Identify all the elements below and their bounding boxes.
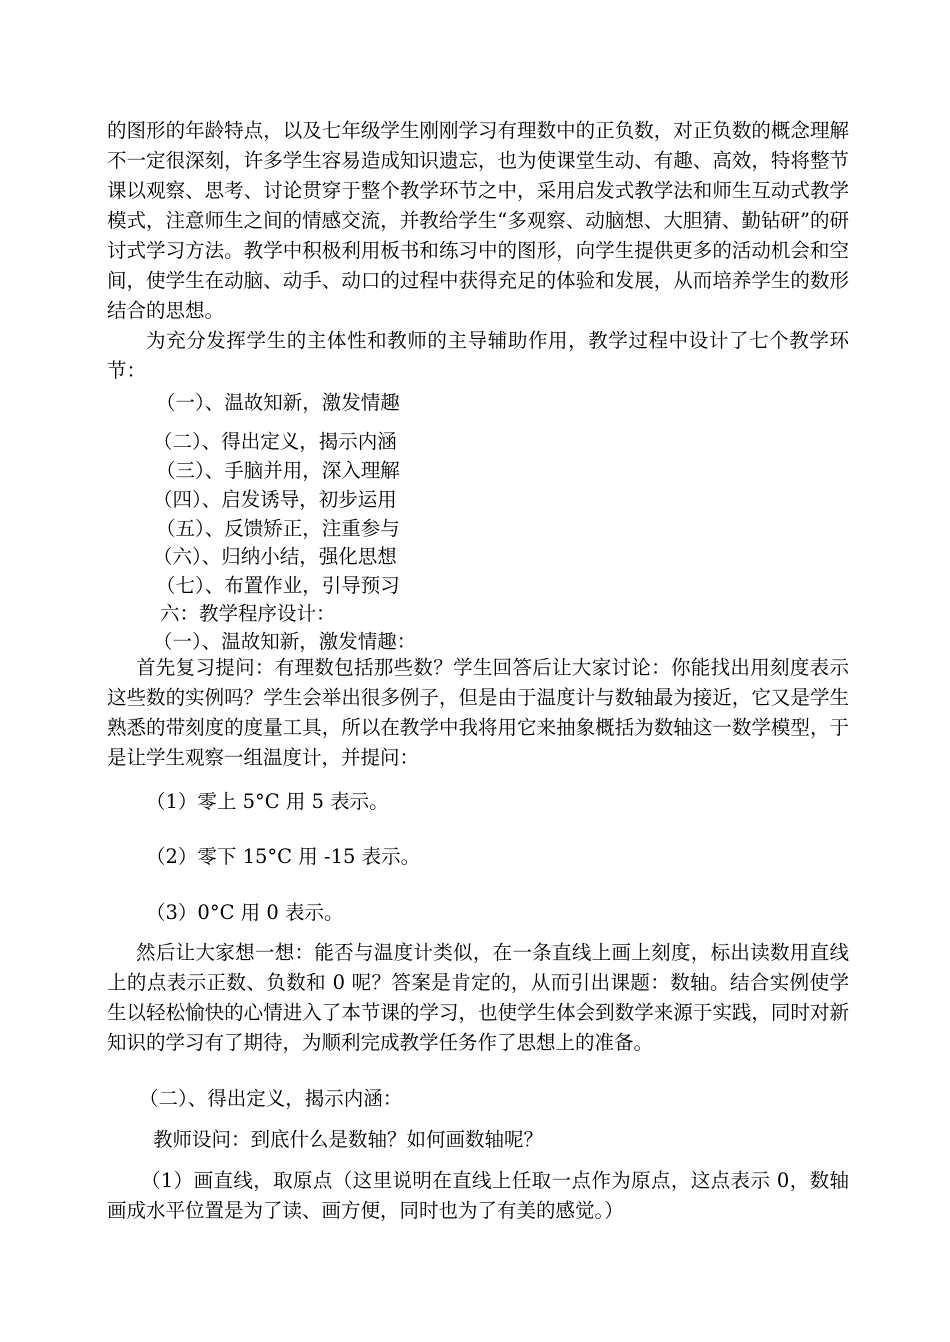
example-2: （2）零下 15°C 用 -15 表示。: [146, 845, 421, 868]
thinking-paragraph: 然后让大家想一想：能否与温度计类似，在一条直线上画上刻度，标出读数用直线上的点表示正数、负数和 0 呢？答案是肯定的，从而引出课题：数轴。结合实例使学生以轻松愉快的心情进入了本节课的学习，也使学生体会到数学来源于实践，同时对新知识的学习有了期待，为顺利完成教学任务作了思想上的准备。: [107, 941, 849, 1054]
seven-steps-intro: 为充分发挥学生的主体性和教师的主导辅助作用，教学过程中设计了七个教学环节：: [107, 329, 849, 382]
step-item-1: （一）、温故知新，激发情趣: [156, 391, 400, 414]
part1-heading: （一）、温故知新，激发情趣：: [153, 630, 417, 653]
step-item-4: （四）、启发诱导，初步运用: [153, 488, 397, 511]
step1-paragraph: （1）画直线，取原点（这里说明在直线上任取一点作为原点，这点表示 0，数轴画成水平位置是为了读、画方便，同时也为了有美的感觉。）: [107, 1169, 849, 1222]
step-item-7: （七）、布置作业，引导预习: [156, 574, 400, 597]
part2-heading: （二）、得出定义，揭示内涵：: [139, 1087, 403, 1110]
step-item-3: （三）、手脑并用，深入理解: [156, 459, 400, 482]
teacher-question: 教师设问：到底什么是数轴？如何画数轴呢？: [153, 1128, 544, 1151]
example-1: （1）零上 5°C 用 5 表示。: [146, 790, 389, 813]
intro-paragraph: 的图形的年龄特点，以及七年级学生刚刚学习有理数中的正负数，对正负数的概念理解不一定很深刻，许多学生容易造成知识遗忘，也为使课堂生动、有趣、高效，特将整节课以观察、思考、讨论贯穿于整个教学环节之中，采用启发式教学法和师生互动式教学模式，注意师生之间的情感交流，并教给学生“多观察、动脑想、大胆猜、勤钻研”的研讨式学习方法。教学中积极利用板书和练习中的图形，向学生提供更多的活动机会和空间，使学生在动脑、动手、动口的过程中获得充足的体验和发展，从而培养学生的数形结合的思想。: [107, 119, 849, 322]
part1-paragraph: 首先复习提问：有理数包括那些数？学生回答后让大家讨论：你能找出用刻度表示这些数的实例吗？学生会举出很多例子，但是由于温度计与数轴最为接近，它又是学生熟悉的带刻度的度量工具，所以在教学中我将用它来抽象概括为数轴这一数学模型，于是让学生观察一组温度计，并提问：: [107, 656, 849, 769]
example-3: （3）0°C 用 0 表示。: [146, 901, 344, 924]
step-item-2: （二）、得出定义，揭示内涵: [153, 430, 397, 453]
section-six-heading: 六：教学程序设计：: [160, 602, 336, 625]
step-item-6: （六）、归纳小结，强化思想: [153, 545, 397, 568]
step-item-5: （五）、反馈矫正，注重参与: [156, 517, 400, 540]
